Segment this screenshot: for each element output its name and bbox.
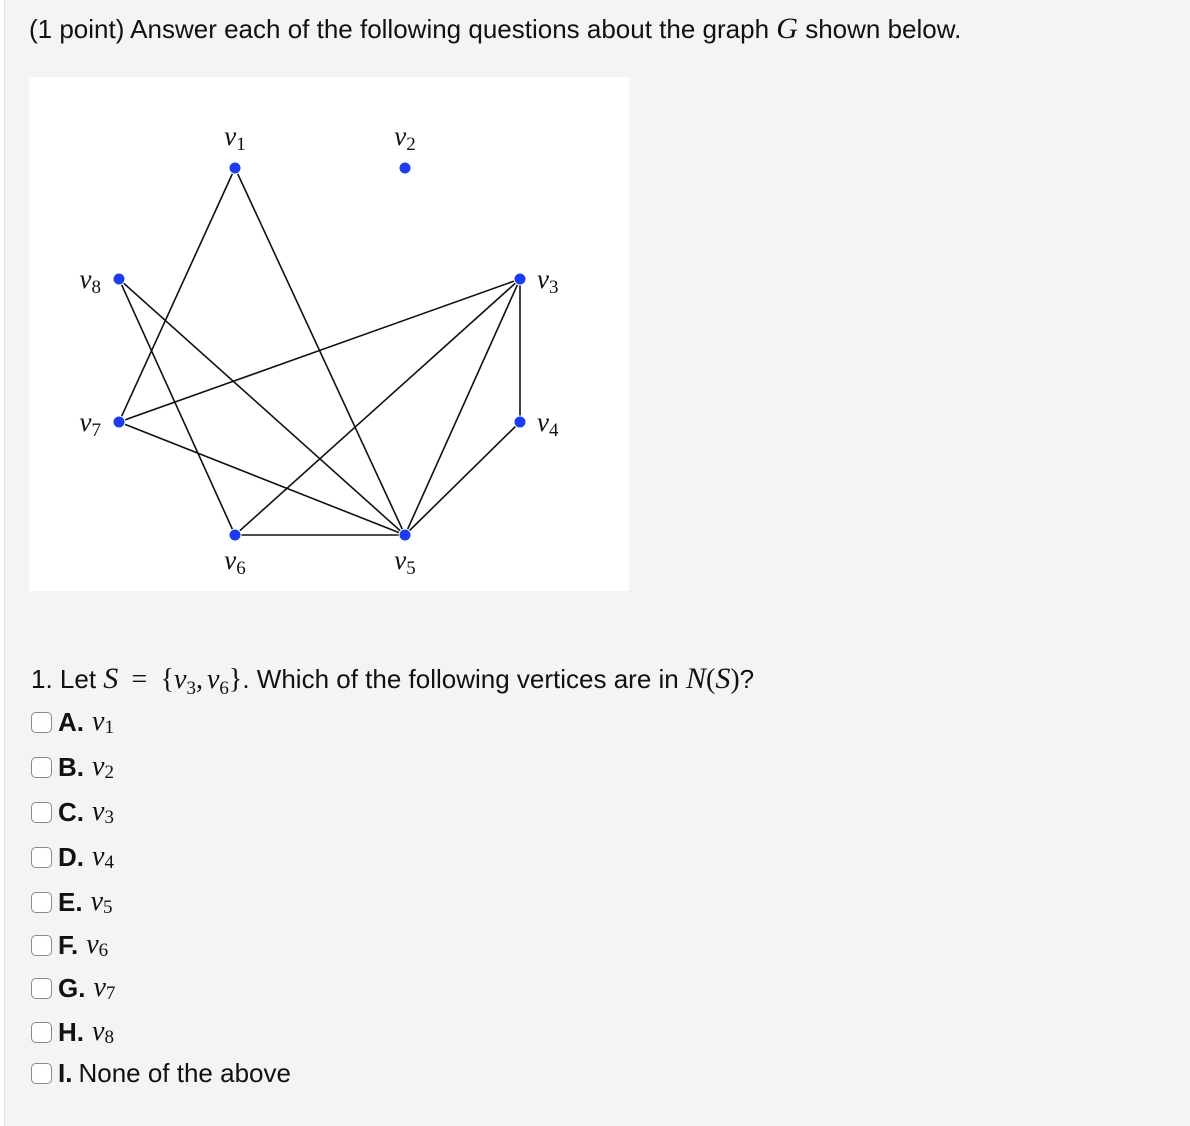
option-f[interactable] — [31, 927, 108, 963]
node-v8 — [113, 273, 125, 285]
option-b-letter: B. — [58, 751, 84, 782]
option-b-checkbox[interactable] — [31, 757, 52, 778]
option-d-letter: D. — [58, 841, 84, 872]
option-e-var: v — [90, 886, 104, 917]
question-panel — [4, 0, 1190, 1126]
option-a-var: v — [92, 706, 105, 737]
option-e-letter: E. — [58, 886, 83, 917]
option-g-letter: G. — [58, 972, 86, 1003]
label-v7: v7 — [79, 407, 101, 441]
set-symbol: S — [103, 662, 119, 695]
neighborhood-symbol: N — [686, 662, 707, 695]
option-f-letter: F. — [58, 929, 79, 960]
option-a-letter: A. — [58, 706, 84, 737]
problem-header — [29, 12, 961, 46]
option-e-sub: 5 — [103, 897, 113, 918]
label-v3: v3 — [537, 264, 559, 298]
option-i[interactable] — [31, 1055, 291, 1091]
paren-set-symbol: S — [715, 662, 731, 695]
option-b-var: v — [92, 751, 105, 782]
label-v5: v5 — [394, 545, 416, 579]
option-a-checkbox[interactable] — [31, 712, 52, 733]
option-g-sub: 7 — [105, 983, 116, 1004]
set-open-brace: { — [160, 664, 175, 695]
option-a[interactable] — [31, 704, 114, 740]
option-d-sub: 4 — [104, 852, 114, 873]
graph-svg — [29, 77, 629, 591]
header-suffix: shown below. — [805, 14, 962, 44]
option-e-checkbox[interactable] — [31, 892, 52, 913]
option-c-sub: 3 — [104, 807, 114, 828]
option-b-sub: 2 — [104, 762, 114, 783]
equals-sign: = — [131, 664, 148, 695]
node-v3 — [514, 273, 526, 285]
option-d[interactable] — [31, 839, 114, 875]
question-middle: . Which of the following vertices are in — [242, 664, 679, 694]
option-e[interactable] — [31, 884, 113, 920]
node-v6 — [229, 529, 241, 541]
header-prefix: (1 point) Answer each of the following questions about the graph — [29, 14, 770, 44]
option-i-text: None of the above — [78, 1057, 291, 1088]
option-h-checkbox[interactable] — [31, 1022, 52, 1043]
set-v3-sub: 3 — [186, 678, 196, 699]
option-c-checkbox[interactable] — [31, 802, 52, 823]
node-v4 — [514, 416, 526, 428]
option-h-letter: H. — [58, 1016, 84, 1047]
question-text — [31, 662, 755, 699]
set-v6: v — [206, 664, 220, 695]
option-a-sub: 1 — [104, 717, 114, 738]
option-c-var: v — [92, 796, 105, 827]
option-g-var: v — [93, 972, 106, 1003]
option-d-checkbox[interactable] — [31, 847, 52, 868]
option-f-checkbox[interactable] — [31, 935, 52, 956]
option-f-var: v — [86, 929, 99, 960]
edge-v4-v5 — [405, 422, 520, 535]
set-close-brace: } — [228, 664, 243, 695]
paren-close: ) — [730, 664, 740, 695]
option-f-sub: 6 — [98, 940, 109, 961]
option-d-var: v — [92, 841, 105, 872]
label-v2: v2 — [394, 121, 416, 155]
graph-figure — [29, 77, 629, 591]
edge-v3-v5 — [405, 279, 520, 535]
option-i-letter: I. — [58, 1057, 73, 1088]
option-h-var: v — [92, 1016, 105, 1047]
option-i-checkbox[interactable] — [31, 1063, 52, 1084]
edge-v3-v6 — [235, 279, 520, 535]
node-v1 — [229, 162, 241, 174]
option-g-checkbox[interactable] — [31, 978, 52, 999]
set-v3: v — [174, 664, 187, 695]
label-v8: v8 — [79, 264, 101, 298]
node-v7 — [113, 416, 125, 428]
option-c-letter: C. — [58, 796, 84, 827]
edge-v7-v3 — [119, 279, 520, 422]
option-h-sub: 8 — [104, 1027, 114, 1048]
option-b[interactable] — [31, 749, 114, 785]
option-g[interactable] — [31, 970, 115, 1006]
node-v5 — [399, 529, 411, 541]
graph-symbol: G — [776, 12, 798, 45]
option-h[interactable] — [31, 1014, 114, 1050]
option-c[interactable] — [31, 794, 114, 830]
label-v4: v4 — [537, 407, 559, 441]
set-v6-sub: 6 — [219, 678, 229, 699]
edge-v1-v5 — [235, 168, 405, 535]
set-comma: , — [195, 664, 203, 695]
paren-open: ( — [706, 664, 716, 695]
question-number: 1. Let — [31, 664, 97, 694]
node-v2 — [399, 162, 411, 174]
edge-v8-v6 — [119, 279, 235, 535]
label-v6: v6 — [224, 545, 246, 579]
edge-v7-v5 — [119, 422, 405, 535]
question-end: ? — [739, 664, 755, 694]
label-v1: v1 — [224, 121, 246, 155]
